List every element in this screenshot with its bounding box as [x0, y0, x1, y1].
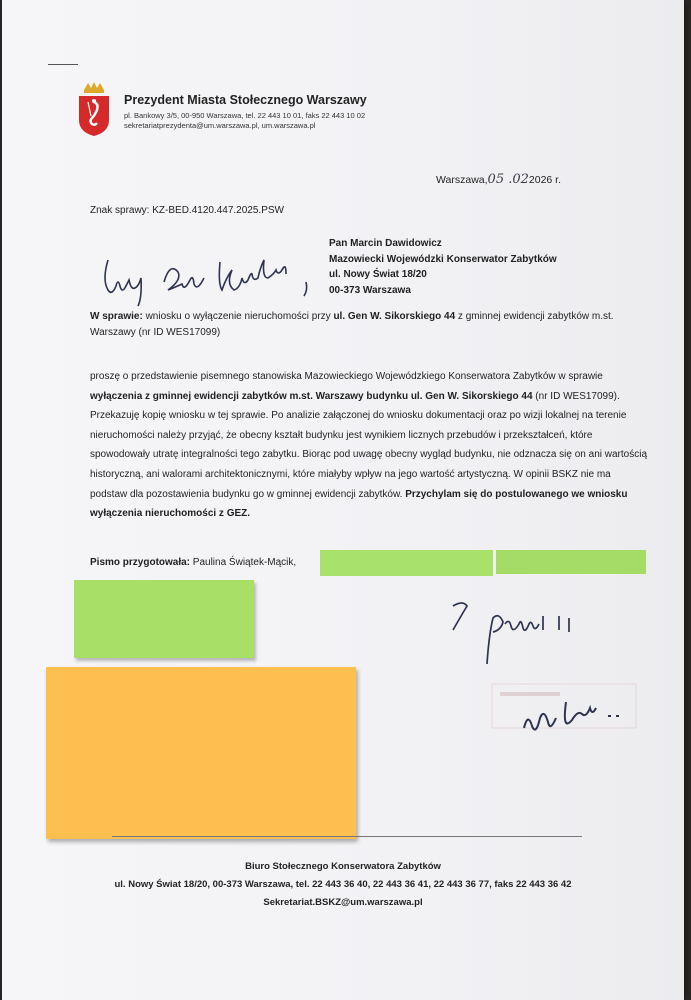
subject-text-1: wniosku o wyłączenie nieruchomości przy: [142, 311, 334, 322]
body-text-1: proszę o przedstawienie pisemnego stanowiska Mazowieckiego Wojewódzkiego Konserwatora Zabytków w sprawie: [90, 371, 603, 382]
body-bold-2: Przychylam się do postulowanego we wniosku wyłączenia nieruchomości z GEZ.: [90, 488, 628, 520]
footer-email: Sekretariat.BSKZ@um.warszawa.pl: [263, 897, 423, 908]
redaction-orange-sticky-note: [46, 667, 356, 839]
header-title: Prezydent Miasta Stołecznego Warszawy: [124, 93, 367, 107]
subject-text-2: z gminnej ewidencji zabytków m.st. Warszawy (nr ID WES17099): [90, 311, 614, 338]
fold-mark: [48, 64, 78, 65]
handwritten-note: [447, 594, 587, 670]
recipient-street: ul. Nowy Świat 18/20: [329, 269, 427, 280]
case-number: Znak sprawy: KZ-BED.4120.447.2025.PSW: [90, 205, 284, 216]
recipient-title: Mazowiecki Wojewódzki Konserwator Zabytków: [329, 253, 557, 265]
prepared-by-label: Pismo przygotowała:: [90, 557, 191, 568]
date-prefix: Warszawa,: [436, 174, 488, 186]
letter-page: [2, 0, 684, 1000]
header-email: sekretariatprezydenta@um.warszawa.pl, um.warszawa.pl: [124, 121, 316, 130]
letter-body: [90, 367, 650, 524]
redaction-green-bar-1: [320, 550, 493, 576]
date-line: [436, 172, 561, 187]
subject-line: [90, 309, 650, 341]
prepared-by: [90, 557, 296, 568]
header-address: pl. Bankowy 3/5, 00-950 Warszawa, tel. 22 443 10 01, faks 22 443 10 02: [124, 111, 366, 120]
handwritten-note-text: Z poważ.: [447, 594, 452, 595]
footer-divider: [112, 836, 582, 837]
date-handwritten: 05 .02: [487, 172, 529, 187]
redaction-green-bar-2: [496, 550, 646, 574]
handwritten-salutation-signature: [102, 252, 317, 312]
footer-office: Biuro Stołecznego Konserwatora Zabytków: [245, 861, 441, 872]
recipient-block: [329, 236, 557, 298]
subject-lead: W sprawie:: [90, 311, 143, 322]
stamp-signature: [490, 678, 638, 740]
redaction-green-sticky-note: [74, 580, 254, 658]
recipient-city: 00-373 Warszawa: [329, 284, 411, 296]
prepared-by-name: Paulina Świątek-Mącik,: [190, 557, 297, 568]
body-bold-1: wyłączenia z gminnej ewidencji zabytków m.st. Warszawy budynku ul. Gen W. Sikorskiego 44: [90, 390, 533, 402]
recipient-name: Pan Marcin Dawidowicz: [329, 238, 442, 249]
body-text-2: (nr ID WES17099). Przekazuję kopię wniosku w tej sprawie. Po analizie załączonej do wniosku dokumentacji oraz po wizji lokalnej na terenie nieruchomości należy przyjąć, że obecny kształt budynku jest wynikiem licznych przebudów i przekształceń, które spowodowały utratę integralności tego zabytku. Biorąc pod uwagę obecny wygląd budynku, nie odznacza się on ani wartością historyczną, ani walorami architektonicznymi, które miałyby wpływ na jego wartość artystyczną. W opinii BSKZ nie ma podstaw dla pozostawienia budynku go w gminnej ewidencji zabytków.: [90, 390, 648, 500]
warsaw-crest-icon: [76, 80, 112, 138]
subject-street: ul. Gen W. Sikorskiego 44: [333, 311, 456, 322]
footer-address: ul. Nowy Świat 18/20, 00-373 Warszawa, tel. 22 443 36 40, 22 443 36 41, 22 443 36 77, faks 22 443 36 42: [114, 879, 572, 890]
date-suffix: 2026 r.: [528, 174, 562, 186]
